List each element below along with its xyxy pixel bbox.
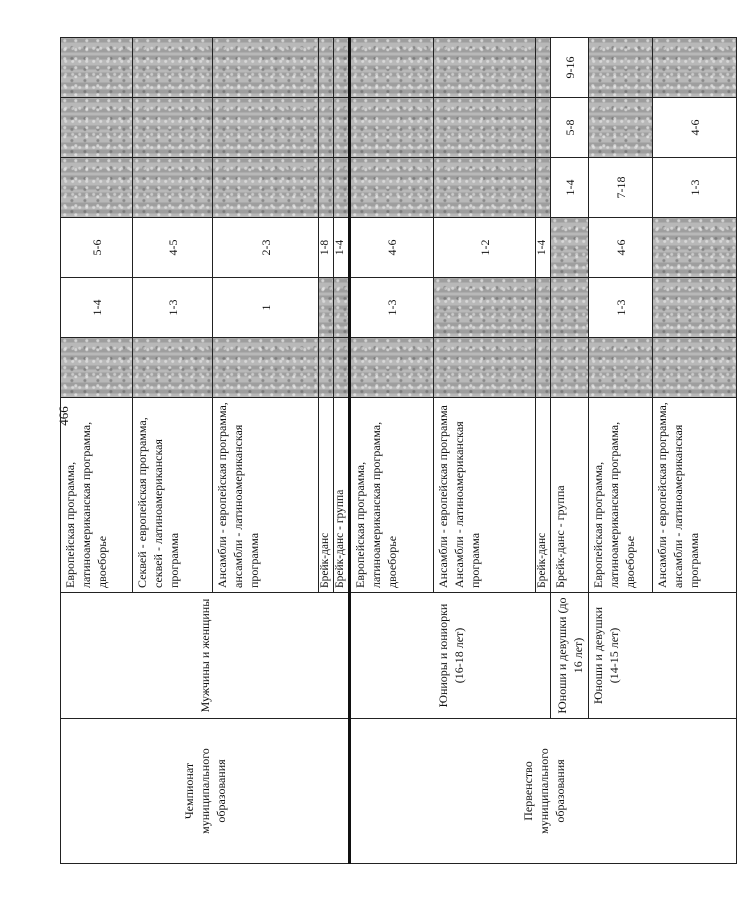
place-cell: 9-16: [551, 38, 589, 98]
place-cell: 1-4: [334, 218, 350, 278]
place-cell: [213, 98, 319, 158]
place-cell: [133, 98, 213, 158]
place-cell: [434, 38, 536, 98]
place-cell: 1-2: [434, 218, 536, 278]
place-cell: [319, 158, 334, 218]
place-cell: [61, 338, 133, 398]
place-cell: [551, 338, 589, 398]
place-cell: 1-4: [551, 158, 589, 218]
program-cell: Европейская программа, латиноамериканская программа, двоеборье: [350, 398, 434, 593]
group-label-juniors: Юниоры и юниорки (16-18 лет): [350, 593, 551, 719]
place-cell: [133, 338, 213, 398]
place-cell: 4-5: [133, 218, 213, 278]
place-cell: 2-3: [213, 218, 319, 278]
place-cell: [61, 38, 133, 98]
place-cell: 1-4: [536, 218, 551, 278]
place-cell: [653, 218, 737, 278]
program-cell: Ансамбли - европейская программа, ансамбли - латиноамериканская программа: [213, 398, 319, 593]
place-cell: [350, 158, 434, 218]
place-cell: [536, 38, 551, 98]
place-cell: 1: [213, 278, 319, 338]
table-row: [350, 38, 434, 864]
section-title-championship: Чемпионат муниципального образования: [61, 719, 350, 864]
program-cell: Брейк-данс: [536, 398, 551, 593]
place-cell: [350, 338, 434, 398]
place-cell: [350, 98, 434, 158]
place-cell: [589, 38, 653, 98]
place-cell: [551, 218, 589, 278]
place-cell: 5-6: [61, 218, 133, 278]
place-cell: 7-18: [589, 158, 653, 218]
place-cell: [213, 338, 319, 398]
program-cell: Европейская программа, латиноамериканская программа, двоеборье: [61, 398, 133, 593]
place-cell: [653, 38, 737, 98]
place-cell: [334, 38, 350, 98]
place-cell: [434, 278, 536, 338]
group-label-youth-14-15: Юноши и девушки (14-15 лет): [589, 593, 737, 719]
place-cell: [536, 98, 551, 158]
place-cell: [434, 158, 536, 218]
place-cell: [653, 278, 737, 338]
section-title-first: Первенство муниципального образования: [350, 719, 737, 864]
place-cell: [589, 98, 653, 158]
program-cell: Брейк-данс - группа: [551, 398, 589, 593]
place-cell: [434, 98, 536, 158]
place-cell: 4-6: [350, 218, 434, 278]
program-cell: Брейк-данс: [319, 398, 334, 593]
place-cell: [133, 158, 213, 218]
program-cell: Брейк-данс - группа: [334, 398, 350, 593]
place-cell: [536, 158, 551, 218]
place-cell: 1-4: [61, 278, 133, 338]
place-cell: [434, 338, 536, 398]
rotated-table-container: [60, 38, 702, 864]
place-cell: [536, 338, 551, 398]
program-cell: Секвей - европейская программа, секвей - латиноамериканская программа: [133, 398, 213, 593]
place-cell: [653, 338, 737, 398]
place-cell: [350, 38, 434, 98]
place-cell: [319, 98, 334, 158]
group-label-youth-under-16: Юноши и девушки (до 16 лет): [551, 593, 589, 719]
place-cell: 1-3: [653, 158, 737, 218]
sports-ranks-table: [60, 37, 737, 864]
program-cell: Ансамбли - европейская программа, ансамбли - латиноамериканская программа: [653, 398, 737, 593]
place-cell: [319, 38, 334, 98]
place-cell: [133, 38, 213, 98]
program-cell: Европейская программа, латиноамериканская программа, двоеборье: [589, 398, 653, 593]
table-row: [61, 38, 133, 864]
place-cell: [213, 38, 319, 98]
place-cell: [334, 338, 350, 398]
place-cell: 4-6: [653, 98, 737, 158]
place-cell: 5-8: [551, 98, 589, 158]
place-cell: [213, 158, 319, 218]
group-label-men-women: Мужчины и женщины: [61, 593, 350, 719]
program-cell: Ансамбли - европейская программа Ансамбли - латиноамериканская программа: [434, 398, 536, 593]
place-cell: 1-3: [589, 278, 653, 338]
place-cell: [536, 278, 551, 338]
place-cell: 1-3: [133, 278, 213, 338]
place-cell: [334, 98, 350, 158]
place-cell: [61, 158, 133, 218]
place-cell: [319, 338, 334, 398]
place-cell: 1-8: [319, 218, 334, 278]
place-cell: 4-6: [589, 218, 653, 278]
place-cell: [61, 98, 133, 158]
place-cell: [334, 278, 350, 338]
page-number: 466: [56, 406, 71, 426]
place-cell: [589, 338, 653, 398]
place-cell: [319, 278, 334, 338]
place-cell: [334, 158, 350, 218]
place-cell: [551, 278, 589, 338]
place-cell: 1-3: [350, 278, 434, 338]
